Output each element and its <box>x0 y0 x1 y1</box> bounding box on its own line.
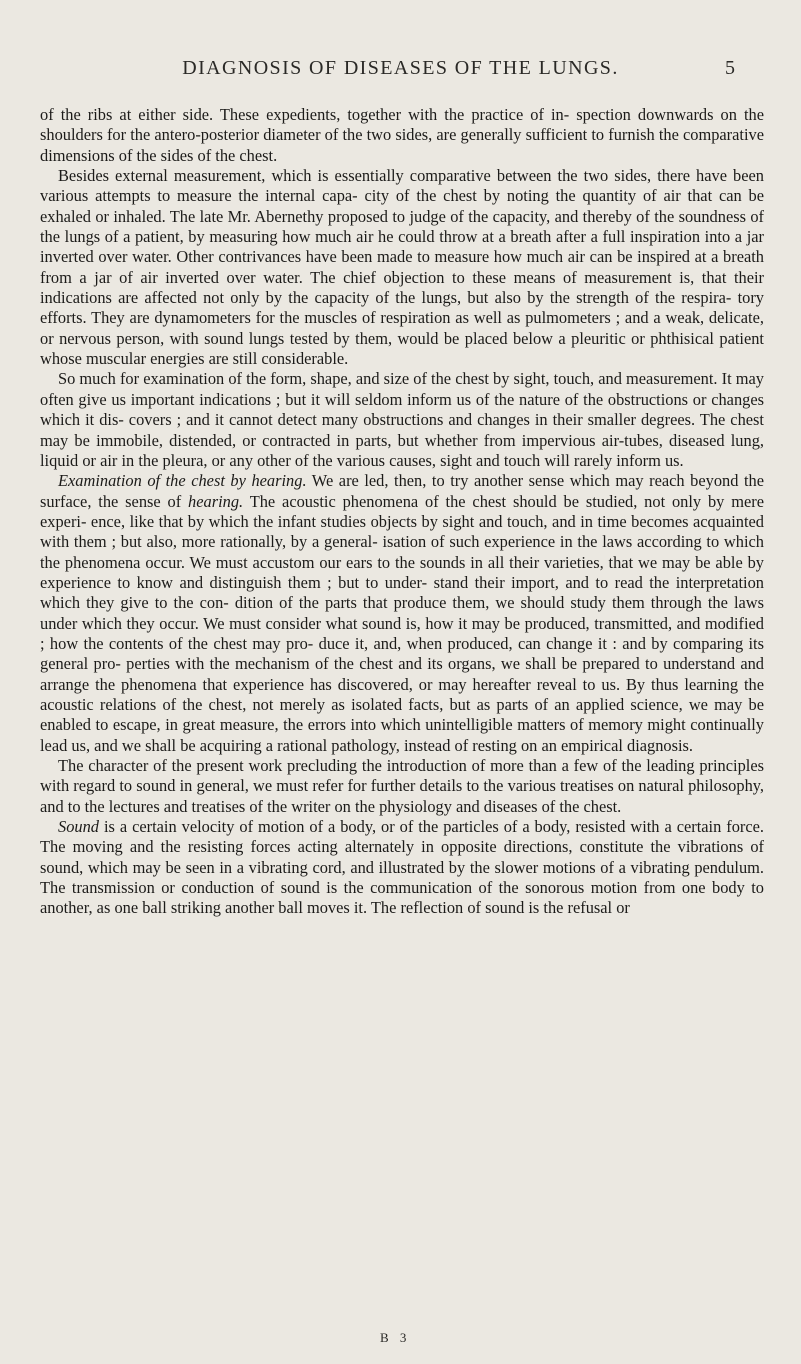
paragraph-6-text: is a certain velocity of motion of a body, or of the particles of a body, resisted with a certain force. The moving and the resisting forces acting alternately in opposite directions, constitute the vibrations of sound, which may be seen in a vibrating cord, and illustrated by the slower motions of a vibrating pendulum. The transmission or conduction of sound is the communication of the sonorous motion from one body to another, as one ball striking another ball moves it. The reflection of sound is the refusal or <box>40 817 764 918</box>
paragraph-4-tail: The acoustic phenomena of the chest should be studied, not only by mere experi- ence, like that by which the infant studies objects by sight and touch, and in time becomes acquainted with them ; but also, more rationally, by a general- isation of such experience in the laws according to which the phenomena occur. We must accustom our ears to the sounds in all their varieties, that we may be able by experience to know and distinguish them ; but to under- stand their import, and to read the interpretation which they give to the con- dition of the parts that produce them, we should study them through the laws under which they occur. We must consider what sound is, how it may be produced, transmitted, and modified ; how the contents of the chest may pro- duce it, and, when produced, can change it : and by comparing its general pro- perties with the mechanism of the chest and its organs, we shall be prepared to understand and arrange the phenomena that experience has discovered, or may hereafter reveal to us. By thus learning the acoustic relations of the chest, not merely as isolated facts, but as parts of an applied science, we may be enabled to escape, in great measure, the errors into which unintelligible matters of memory might continually lead us, and we shall be acquiring a rational pathology, instead of resting on an empirical diagnosis. <box>40 491 764 755</box>
paragraph-5: The character of the present work precluding the introduction of more than a few of the leading principles with regard to sound in general, we must refer for further details to the various treatises on natural philosophy, and to the lectures and treatises of the writer on the physiology and diseases of the chest. <box>40 756 764 816</box>
paragraph-1: of the ribs at either side. These expedients, together with the practice of in- spection downwards on the shoulders for the antero-posterior diameter of the two sides, are generally sufficient to furnish the comparative dimensions of the sides of the chest. <box>40 105 764 165</box>
paragraph-4 <box>40 471 764 756</box>
italic-term-sound: Sound <box>58 817 99 837</box>
signature-mark: B 3 <box>380 1330 411 1345</box>
paragraph-4-text: We are led, then, to try another sense which may reach beyond the surface, the sense of <box>40 471 764 511</box>
paragraph-6 <box>40 817 764 919</box>
running-head <box>0 57 801 80</box>
italic-term-hearing: hearing. <box>188 491 244 511</box>
paragraph-2: Besides external measurement, which is essentially comparative between the two sides, there have been various attempts to measure the internal capa- city of the chest by noting the quantity of air that can be exhaled or inhaled. The late Mr. Abernethy proposed to judge of the capacity, and thereby of the soundness of the lungs of a patient, by measuring how much air he could throw at a breath after a full inspiration into a jar inverted over water. Other contrivances have been made to measure how much air can be inspired at a breath from a jar of air inverted over water. The chief objection to these means of measurement is, that their indications are affected not only by the capacity of the lungs, but also by the strength of the respira- tory efforts. They are dynamometers for the muscles of respiration as well as pulmometers ; and a weak, delicate, or nervous person, with sound lungs tested by them, would be placed below a pleuritic or phthisical patient whose muscular energies are still considerable. <box>40 166 764 369</box>
paragraph-3: So much for examination of the form, shape, and size of the chest by sight, touch, and measurement. It may often give us important indications ; but it will seldom inform us of the nature of the obstructions or changes which it dis- covers ; and it cannot detect many obstructions and changes in their smaller degrees. The chest may be immobile, distended, or contracted in parts, but whether from impervious air-tubes, diseased lung, liquid or air in the pleura, or any other of the various causes, sight and touch will rarely inform us. <box>40 369 764 470</box>
section-heading-hearing: Examination of the chest by hearing. <box>58 471 307 491</box>
running-title: DIAGNOSIS OF DISEASES OF THE LUNGS. <box>182 57 619 79</box>
page-number: 5 <box>725 57 735 79</box>
body-text <box>40 105 764 919</box>
